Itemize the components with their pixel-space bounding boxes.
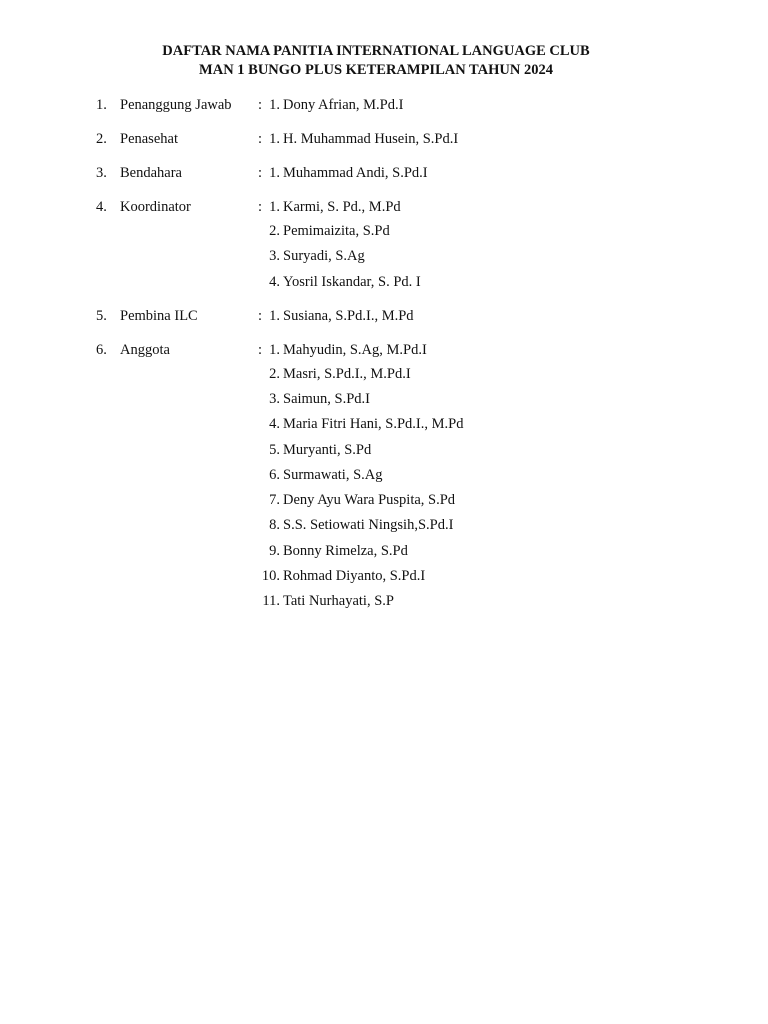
member-number: 1.	[269, 308, 280, 324]
member-row	[0, 465, 768, 485]
member-row	[0, 490, 768, 510]
member-number: 1.	[269, 131, 280, 147]
member-row	[0, 221, 768, 241]
member-number: 10.	[261, 568, 280, 584]
member-number: 1.	[269, 165, 280, 181]
document-title-line2: MAN 1 BUNGO PLUS KETERAMPILAN TAHUN 2024	[199, 62, 553, 78]
member-number: 6.	[269, 467, 280, 483]
member-name: Pemimaizita, S.Pd	[283, 223, 390, 239]
separator-colon: :	[258, 131, 263, 147]
role-label: Anggota	[120, 342, 170, 358]
member-name: Mahyudin, S.Ag, M.Pd.I	[283, 342, 427, 358]
member-row	[0, 389, 768, 409]
member-number: 2.	[269, 223, 280, 239]
member-number: 9.	[269, 543, 280, 559]
member-number: 4.	[269, 274, 280, 290]
role-label: Pembina ILC	[120, 308, 198, 324]
member-name: Susiana, S.Pd.I., M.Pd	[283, 308, 414, 324]
member-row	[0, 591, 768, 611]
member-name: Maria Fitri Hani, S.Pd.I., M.Pd	[283, 416, 464, 432]
role-label: Penasehat	[120, 131, 178, 147]
member-number: 7.	[269, 492, 280, 508]
member-number: 11.	[262, 593, 280, 609]
member-name: Bonny Rimelza, S.Pd	[283, 543, 408, 559]
member-number: 1.	[269, 342, 280, 358]
member-row	[0, 246, 768, 266]
member-name: Surmawati, S.Ag	[283, 467, 383, 483]
role-label: Penanggung Jawab	[120, 97, 232, 113]
separator-colon: :	[258, 308, 263, 324]
member-name: Muhammad Andi, S.Pd.I	[283, 165, 428, 181]
member-number: 1.	[269, 199, 280, 215]
role-label: Bendahara	[120, 165, 182, 181]
member-number: 5.	[269, 442, 280, 458]
member-row	[0, 95, 768, 115]
role-number: 1.	[96, 97, 107, 113]
role-number: 3.	[96, 165, 107, 181]
member-number: 3.	[269, 391, 280, 407]
member-name: S.S. Setiowati Ningsih,S.Pd.I	[283, 517, 454, 533]
member-name: H. Muhammad Husein, S.Pd.I	[283, 131, 459, 147]
member-number: 4.	[269, 416, 280, 432]
separator-colon: :	[258, 342, 263, 358]
member-row	[0, 163, 768, 183]
separator-colon: :	[258, 199, 263, 215]
member-name: Muryanti, S.Pd	[283, 442, 372, 458]
role-label: Koordinator	[120, 199, 191, 215]
member-row	[0, 129, 768, 149]
member-number: 2.	[269, 366, 280, 382]
member-name: Saimun, S.Pd.I	[283, 391, 371, 407]
member-row	[0, 197, 768, 217]
member-number: 3.	[269, 248, 280, 264]
member-name: Karmi, S. Pd., M.Pd	[283, 199, 401, 215]
role-number: 5.	[96, 308, 107, 324]
member-name: Dony Afrian, M.Pd.I	[283, 97, 404, 113]
member-row	[0, 414, 768, 434]
document-title-line1: DAFTAR NAMA PANITIA INTERNATIONAL LANGUAGE CLUB	[162, 43, 590, 59]
member-name: Suryadi, S.Ag	[283, 248, 365, 264]
member-name: Masri, S.Pd.I., M.Pd.I	[283, 366, 411, 382]
member-name: Yosril Iskandar, S. Pd. I	[283, 274, 421, 290]
member-name: Tati Nurhayati, S.P	[283, 593, 394, 609]
role-number: 6.	[96, 342, 107, 358]
role-number: 2.	[96, 131, 107, 147]
member-name: Rohmad Diyanto, S.Pd.I	[283, 568, 426, 584]
member-row	[0, 364, 768, 384]
member-row	[0, 541, 768, 561]
separator-colon: :	[258, 97, 263, 113]
member-row	[0, 306, 768, 326]
member-name: Deny Ayu Wara Puspita, S.Pd	[283, 492, 456, 508]
member-row	[0, 440, 768, 460]
member-row	[0, 515, 768, 535]
separator-colon: :	[258, 165, 263, 181]
role-number: 4.	[96, 199, 107, 215]
member-row	[0, 272, 768, 292]
member-number: 8.	[269, 517, 280, 533]
member-number: 1.	[269, 97, 280, 113]
member-row	[0, 340, 768, 360]
member-row	[0, 566, 768, 586]
